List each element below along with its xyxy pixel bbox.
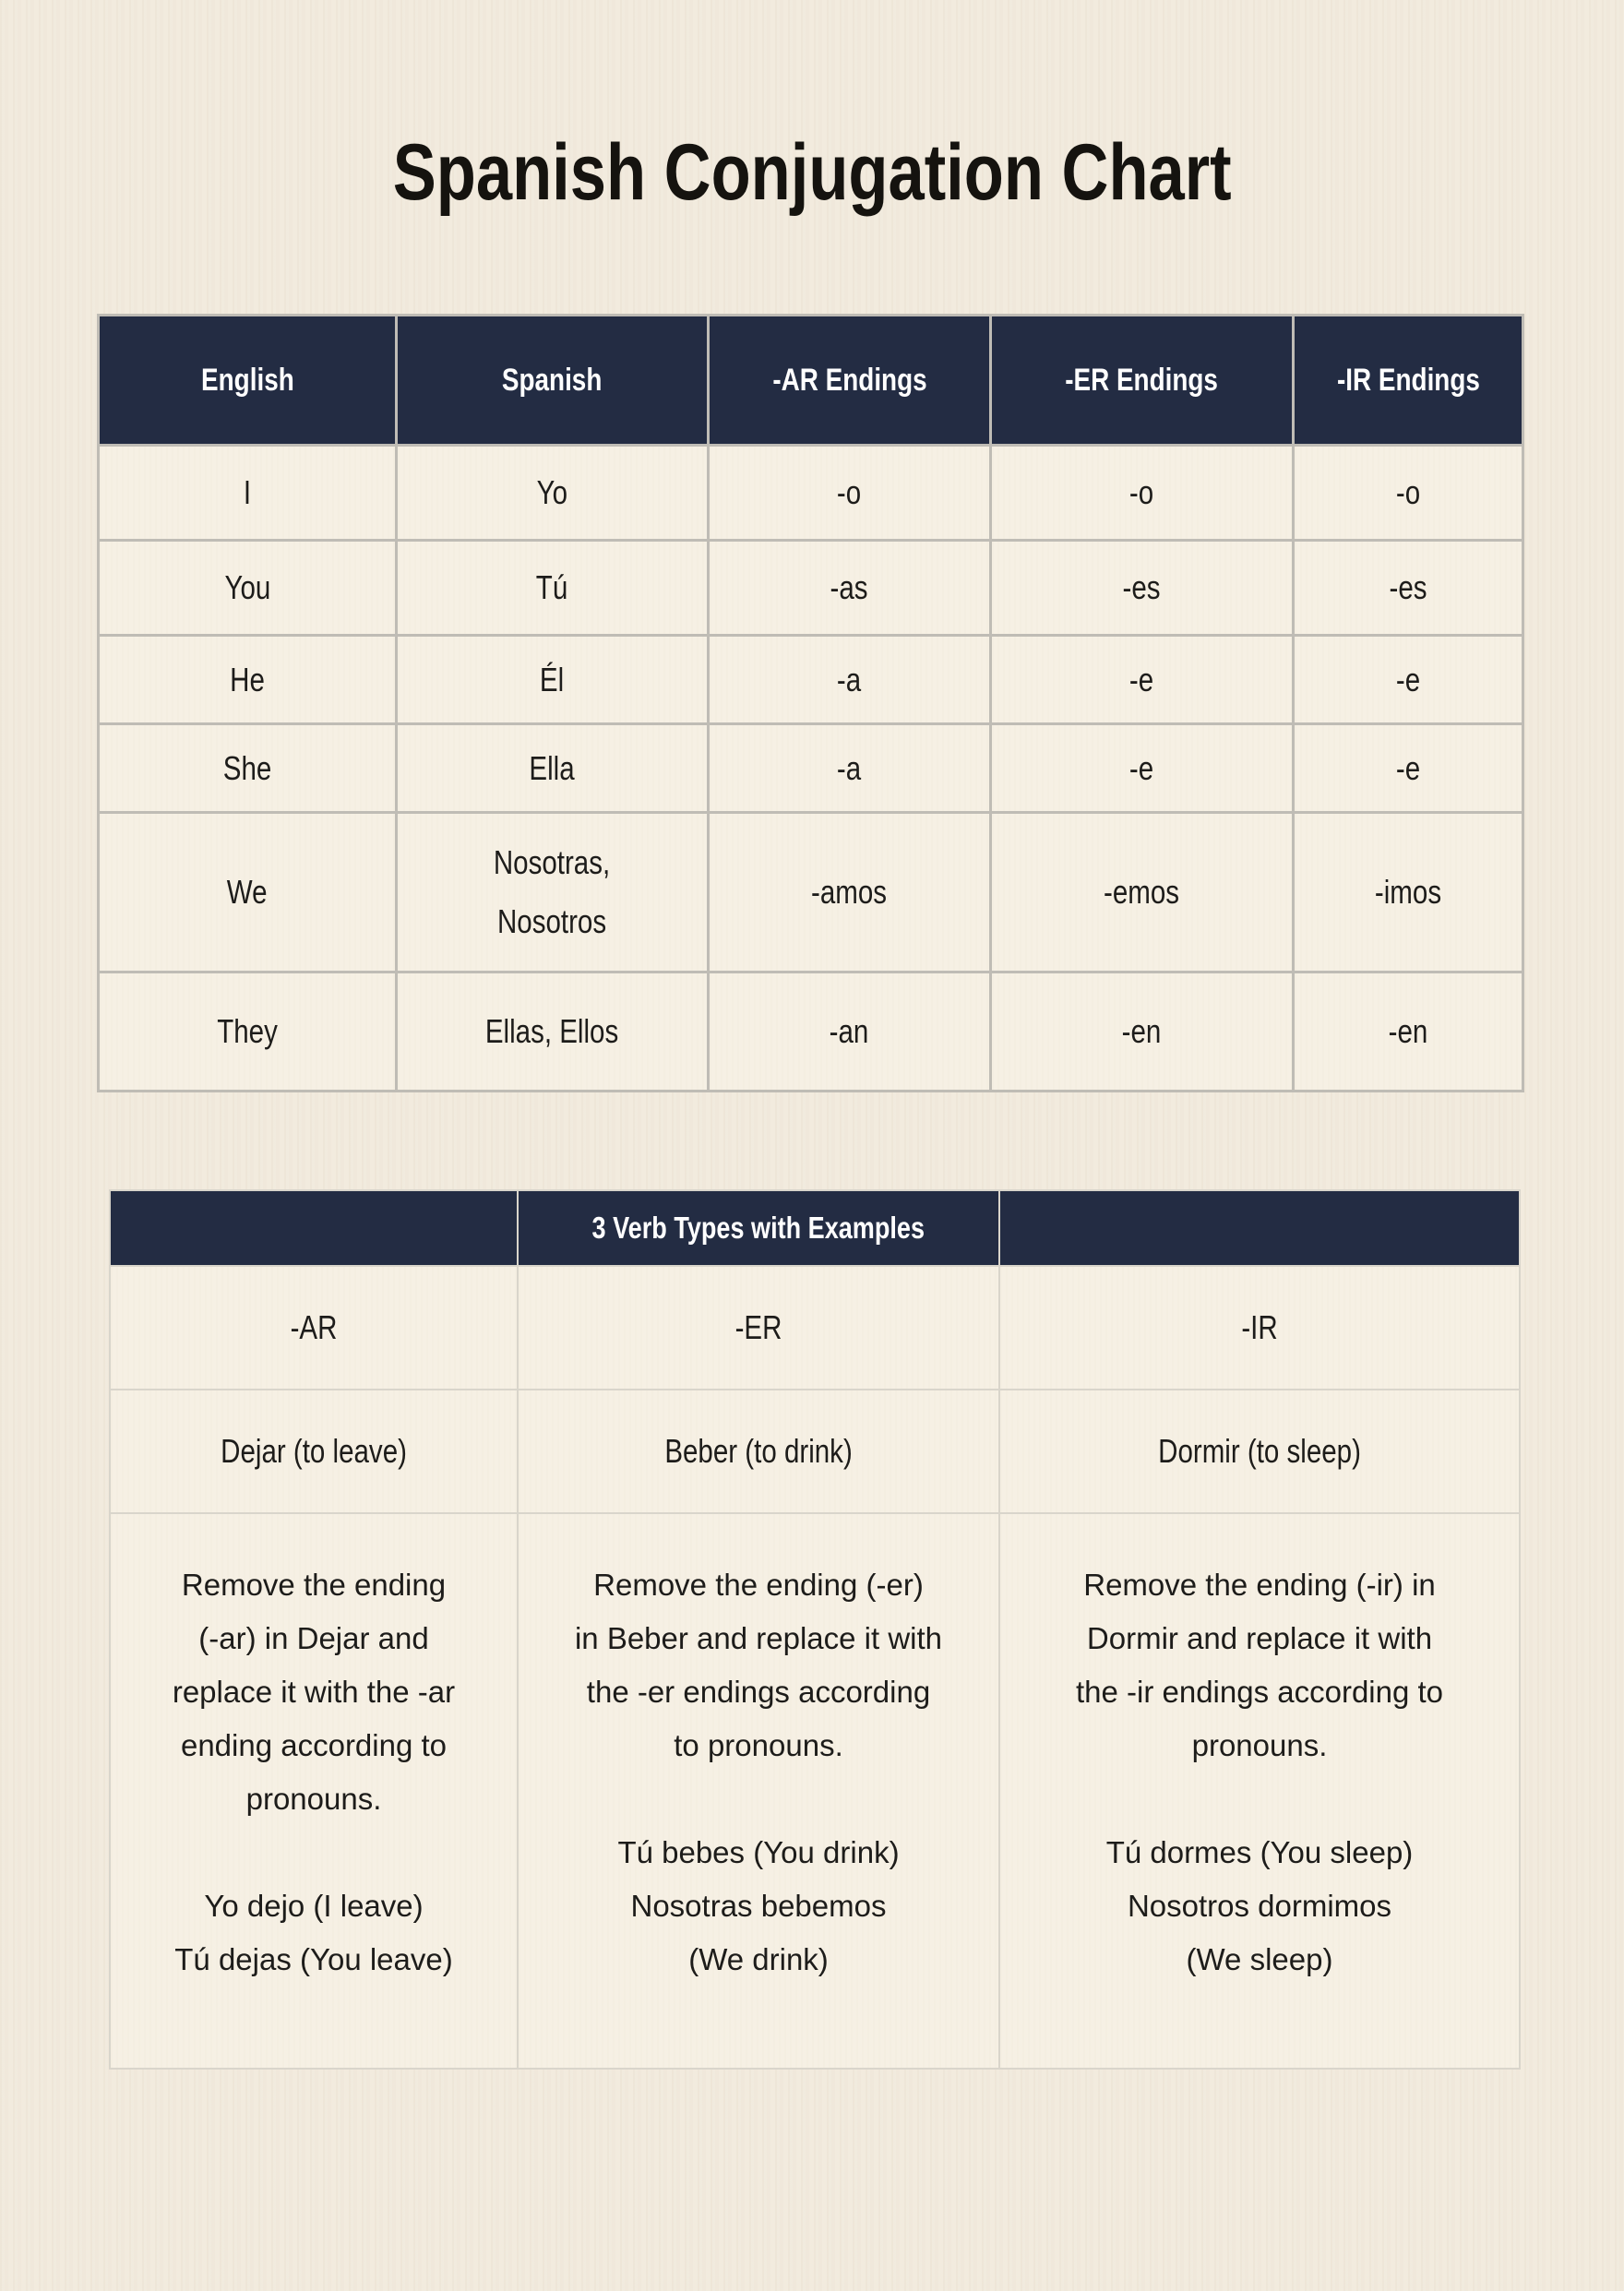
table-cell <box>100 447 395 539</box>
table-cell <box>710 973 989 1090</box>
cell-text: She <box>222 748 272 787</box>
type-ar <box>111 1267 517 1389</box>
table-cell <box>992 814 1292 971</box>
cell-text: -es <box>1122 568 1161 606</box>
cell-text: Ellas, Ellos <box>485 1012 619 1050</box>
description-er: Remove the ending (-er) in Beber and replace it with the -er endings according to pronouns. Tú bebes (You drink) Nosotras bebemos (We drink) <box>519 1514 998 2068</box>
example-er <box>519 1390 998 1512</box>
cell-text: -e <box>1129 748 1154 787</box>
page-title-text: Spanish Conjugation Chart <box>392 128 1232 217</box>
cell-text: Dejar (to leave) <box>221 1432 407 1470</box>
table-cell <box>398 637 707 722</box>
table-cell <box>1295 542 1522 634</box>
table-cell <box>100 725 395 811</box>
cell-text: -ER <box>734 1308 782 1346</box>
cell-text: -IR <box>1241 1308 1278 1346</box>
verb-types-header-right <box>1000 1191 1519 1265</box>
verb-types-header-left <box>111 1191 517 1265</box>
table-cell <box>1295 973 1522 1090</box>
table-cell <box>710 542 989 634</box>
table-cell <box>992 725 1292 811</box>
verb-types-table <box>109 1189 1521 2070</box>
header-ar-endings <box>710 316 989 444</box>
header-er-endings <box>992 316 1292 444</box>
table-cell <box>1295 725 1522 811</box>
cell-text: -e <box>1395 660 1421 698</box>
cell-text: -a <box>837 748 862 787</box>
cell-text: You <box>224 568 270 606</box>
table-cell <box>398 973 707 1090</box>
page-title <box>0 129 1624 217</box>
cell-text: Beber (to drink) <box>664 1432 853 1470</box>
table-cell <box>710 447 989 539</box>
cell-text: He <box>230 660 265 698</box>
cell-text: Nosotras, Nosotros <box>494 843 611 940</box>
header-spanish <box>398 316 707 444</box>
cell-text: -o <box>1129 473 1154 511</box>
cell-text: Él <box>540 660 565 698</box>
description-ar: Remove the ending (-ar) in Dejar and replace it with the -ar ending according to pronouns. Yo dejo (I leave) Tú dejas (You leave) <box>111 1514 517 2068</box>
table-cell <box>398 725 707 811</box>
verb-types-title-text: 3 Verb Types with Examples <box>591 1211 925 1245</box>
header-er-endings-label: -ER Endings <box>1065 362 1219 398</box>
table-cell <box>398 542 707 634</box>
table-cell <box>710 725 989 811</box>
example-ar <box>111 1390 517 1512</box>
header-english <box>100 316 395 444</box>
cell-text: Tú <box>536 568 568 606</box>
cell-text: -e <box>1129 660 1154 698</box>
header-spanish-label: Spanish <box>502 362 603 398</box>
description-ir: Remove the ending (-ir) in Dormir and replace it with the -ir endings according to pronouns. Tú dormes (You sleep) Nosotros dormimos (We sleep) <box>1000 1514 1519 2068</box>
header-ir-endings-label: -IR Endings <box>1336 362 1480 398</box>
table-cell <box>398 447 707 539</box>
verb-types-header-title <box>519 1191 998 1265</box>
header-ir-endings <box>1295 316 1522 444</box>
cell-text: Yo <box>536 473 568 511</box>
table-cell <box>992 973 1292 1090</box>
table-cell <box>1295 814 1522 971</box>
cell-text: They <box>217 1012 278 1050</box>
header-english-label: English <box>200 362 294 398</box>
conjugation-table <box>97 314 1524 1092</box>
example-ir <box>1000 1390 1519 1512</box>
type-er <box>519 1267 998 1389</box>
table-cell <box>992 542 1292 634</box>
cell-text: Ella <box>529 748 576 787</box>
cell-text: -AR <box>290 1308 338 1346</box>
table-cell <box>992 637 1292 722</box>
cell-text: -amos <box>811 873 888 911</box>
cell-text: We <box>227 873 268 911</box>
table-cell <box>100 973 395 1090</box>
table-cell <box>100 814 395 971</box>
cell-text: -o <box>837 473 862 511</box>
cell-text: -e <box>1395 748 1421 787</box>
table-cell <box>710 814 989 971</box>
cell-text: Dormir (to sleep) <box>1158 1432 1361 1470</box>
table-cell <box>100 542 395 634</box>
header-ar-endings-label: -AR Endings <box>771 362 927 398</box>
table-cell <box>398 814 707 971</box>
table-cell <box>1295 447 1522 539</box>
table-cell <box>992 447 1292 539</box>
cell-text: -o <box>1395 473 1421 511</box>
cell-text: -imos <box>1374 873 1442 911</box>
table-cell <box>710 637 989 722</box>
cell-text: -an <box>830 1012 869 1050</box>
cell-text: -a <box>837 660 862 698</box>
cell-text: -as <box>830 568 868 606</box>
cell-text: -emos <box>1104 873 1180 911</box>
cell-text: -es <box>1389 568 1427 606</box>
cell-text: -en <box>1388 1012 1428 1050</box>
cell-text: -en <box>1122 1012 1162 1050</box>
table-cell <box>100 637 395 722</box>
type-ir <box>1000 1267 1519 1389</box>
table-cell <box>1295 637 1522 722</box>
cell-text: I <box>243 473 252 511</box>
